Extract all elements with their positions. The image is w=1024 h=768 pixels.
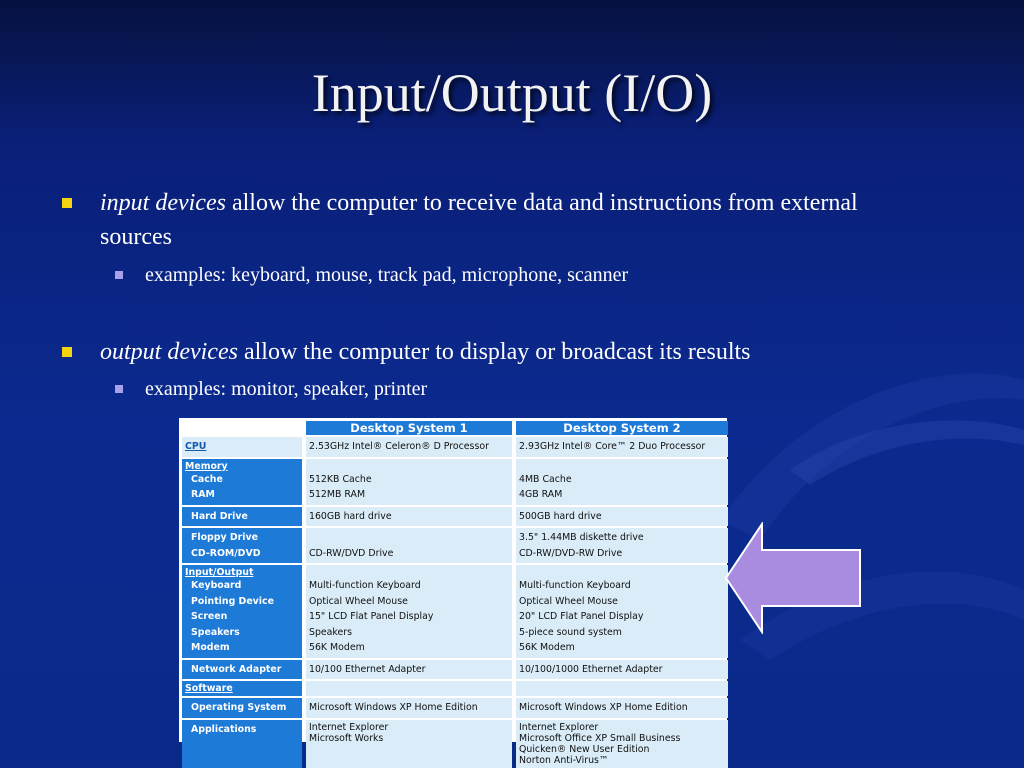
label-hard-drive: Hard Drive bbox=[191, 510, 248, 522]
label-software: Software bbox=[185, 683, 233, 694]
label-speakers: Speakers bbox=[191, 626, 240, 638]
table-group-software bbox=[306, 681, 512, 696]
table-group-memory bbox=[182, 459, 302, 505]
sub-bullet-text: examples: keyboard, mouse, track pad, microphone, scanner bbox=[145, 264, 629, 286]
bullet-input-devices bbox=[100, 186, 980, 254]
sub-bullet-output-examples bbox=[145, 376, 427, 402]
table-row-network bbox=[182, 660, 302, 680]
table-row-os bbox=[306, 698, 512, 718]
sub-bullet-input-examples bbox=[145, 262, 628, 288]
cell-cpu: 2.53GHz Intel® Celeron® D Processor bbox=[309, 441, 489, 452]
term-output-devices: output devices bbox=[100, 339, 238, 365]
cell-app: Quicken® New User Edition bbox=[519, 743, 650, 755]
cell-hard-drive: 160GB hard drive bbox=[309, 510, 392, 522]
cell-ram: 512MB RAM bbox=[309, 489, 366, 500]
cell-network-adapter: 10/100 Ethernet Adapter bbox=[309, 663, 426, 675]
table-row-hard-drive bbox=[516, 507, 728, 527]
term-input-devices: input devices bbox=[100, 190, 226, 216]
cell-modem: 56K Modem bbox=[519, 642, 575, 653]
bullet-text-continued: sources bbox=[100, 224, 172, 250]
cell-cache: 512KB Cache bbox=[309, 473, 372, 485]
label-pointing-device: Pointing Device bbox=[191, 595, 274, 607]
table-header-system2: Desktop System 2 bbox=[516, 421, 728, 435]
table-group-drives bbox=[306, 528, 512, 563]
bullet-square-icon bbox=[62, 198, 72, 208]
cell-keyboard: Multi-function Keyboard bbox=[519, 580, 631, 591]
table-group-memory bbox=[516, 459, 728, 505]
label-floppy: Floppy Drive bbox=[191, 532, 258, 543]
label-keyboard: Keyboard bbox=[191, 580, 242, 591]
cell-app: Microsoft Office XP Small Business bbox=[519, 732, 681, 744]
label-memory: Memory bbox=[185, 460, 228, 472]
table-row-network bbox=[516, 660, 728, 680]
cell-screen: 20" LCD Flat Panel Display bbox=[519, 611, 644, 622]
label-screen: Screen bbox=[191, 611, 228, 622]
label-cdrom: CD-ROM/DVD bbox=[191, 547, 261, 559]
bullet-square-icon bbox=[62, 347, 72, 357]
table-group-drives bbox=[182, 528, 302, 563]
table-group-software bbox=[516, 681, 728, 696]
table-header-system1: Desktop System 1 bbox=[306, 421, 512, 435]
label-modem: Modem bbox=[191, 642, 230, 653]
label-operating-system: Operating System bbox=[191, 702, 287, 713]
label-io: Input/Output bbox=[185, 567, 254, 578]
table-row-cpu bbox=[182, 437, 302, 457]
table-row-network bbox=[306, 660, 512, 680]
left-arrow-shape bbox=[724, 522, 864, 634]
cell-cdrom: CD-RW/DVD Drive bbox=[309, 547, 394, 559]
table-group-io bbox=[516, 565, 728, 658]
table-group-software bbox=[182, 681, 302, 696]
bullet-text: allow the computer to display or broadcast its results bbox=[237, 339, 751, 365]
cell-ram: 4GB RAM bbox=[519, 489, 563, 500]
cell-app: Internet Explorer bbox=[519, 721, 599, 733]
table-header-blank bbox=[182, 421, 302, 435]
cell-operating-system: Microsoft Windows XP Home Edition bbox=[309, 702, 478, 713]
table-row-hard-drive bbox=[182, 507, 302, 527]
table-row-os bbox=[516, 698, 728, 718]
cell-pointing-device: Optical Wheel Mouse bbox=[309, 595, 408, 607]
cell-pointing-device: Optical Wheel Mouse bbox=[519, 595, 618, 607]
cell-cdrom: CD-RW/DVD-RW Drive bbox=[519, 547, 623, 559]
table-label-column bbox=[182, 421, 302, 768]
cell-app: Norton Anti-Virus™ bbox=[519, 754, 609, 766]
cell-floppy: 3.5" 1.44MB diskette drive bbox=[519, 532, 644, 543]
cell-speakers: 5-piece sound system bbox=[519, 626, 622, 638]
desktop-comparison-table bbox=[179, 418, 727, 766]
cell-screen: 15" LCD Flat Panel Display bbox=[309, 611, 434, 622]
cell-app: Microsoft Works bbox=[309, 732, 384, 744]
cell-modem: 56K Modem bbox=[309, 642, 365, 653]
table-group-io bbox=[182, 565, 302, 658]
table-group-io bbox=[306, 565, 512, 658]
cell-operating-system: Microsoft Windows XP Home Edition bbox=[519, 702, 688, 713]
table-group-drives bbox=[516, 528, 728, 563]
cell-hard-drive: 500GB hard drive bbox=[519, 510, 602, 522]
label-cpu: CPU bbox=[185, 441, 207, 452]
label-cache: Cache bbox=[191, 473, 223, 485]
cell-cpu: 2.93GHz Intel® Core™ 2 Duo Processor bbox=[519, 441, 706, 452]
table-row-apps bbox=[182, 720, 302, 768]
table-row-cpu bbox=[516, 437, 728, 457]
bullet-text: allow the computer to receive data and instructions from external bbox=[225, 190, 858, 216]
cell-keyboard: Multi-function Keyboard bbox=[309, 580, 421, 591]
sub-bullet-square-icon bbox=[115, 385, 123, 393]
table-row-cpu bbox=[306, 437, 512, 457]
slide-title: Input/Output (I/O) bbox=[311, 63, 713, 123]
cell-app: Internet Explorer bbox=[309, 721, 389, 733]
label-applications: Applications bbox=[191, 723, 257, 735]
table-row-apps bbox=[516, 720, 728, 768]
cell-speakers: Speakers bbox=[309, 626, 353, 638]
label-ram: RAM bbox=[191, 489, 215, 500]
table-row-os bbox=[182, 698, 302, 718]
table-row-apps bbox=[306, 720, 512, 768]
cell-cache: 4MB Cache bbox=[519, 473, 572, 485]
table-system1-column bbox=[306, 421, 512, 768]
cell-floppy bbox=[309, 530, 509, 546]
table-group-memory bbox=[306, 459, 512, 505]
label-network-adapter: Network Adapter bbox=[191, 663, 282, 675]
table-system2-column bbox=[516, 421, 728, 768]
table-row-hard-drive bbox=[306, 507, 512, 527]
sub-bullet-square-icon bbox=[115, 271, 123, 279]
sub-bullet-text: examples: monitor, speaker, printer bbox=[145, 378, 428, 400]
cell-network-adapter: 10/100/1000 Ethernet Adapter bbox=[519, 663, 663, 675]
bullet-output-devices bbox=[100, 335, 980, 369]
